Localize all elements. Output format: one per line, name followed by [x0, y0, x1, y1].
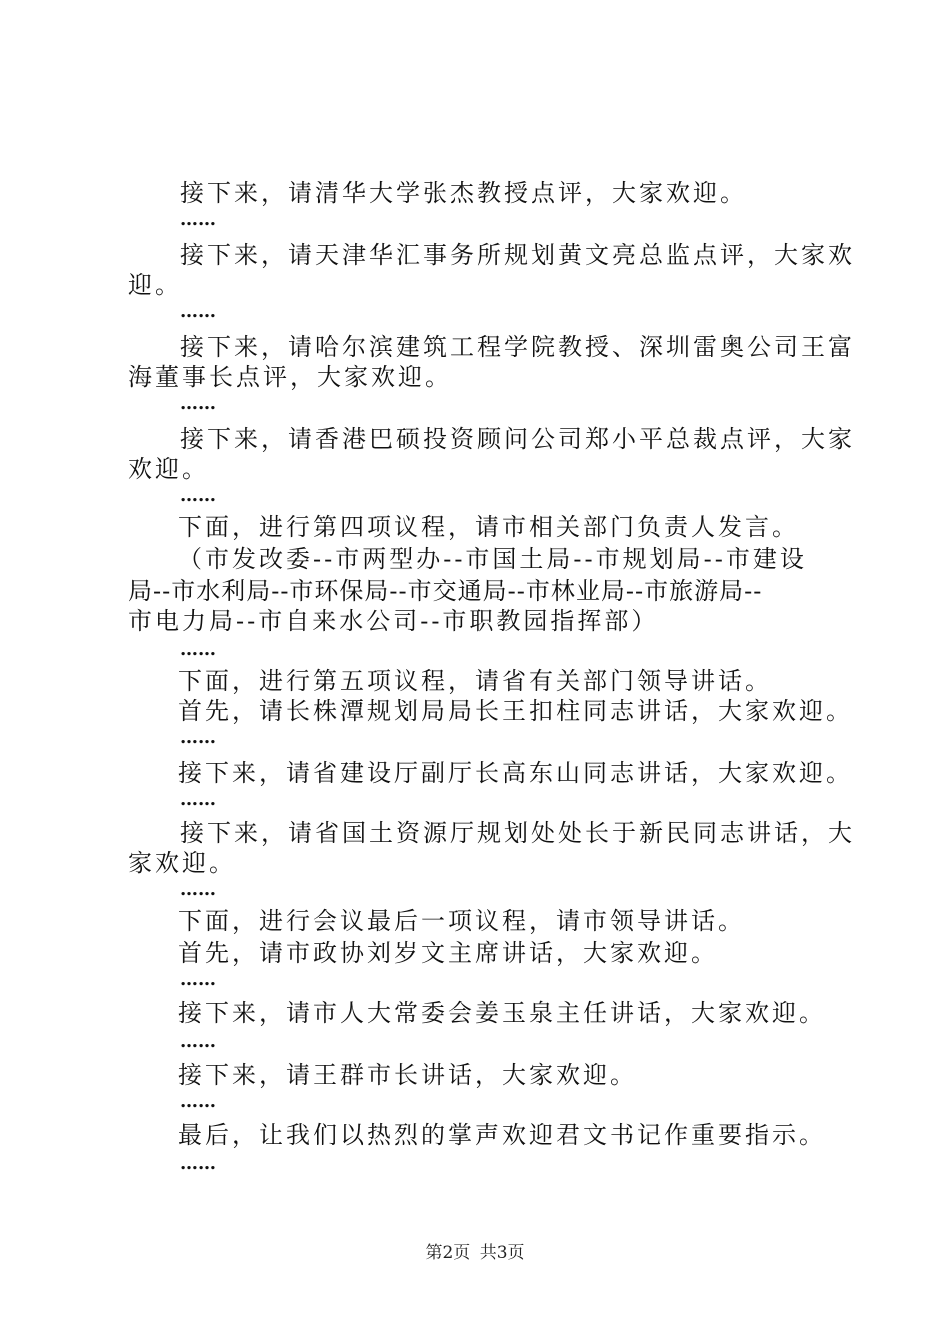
page-total: 共3页	[479, 1243, 525, 1263]
page-number: 第2页	[425, 1243, 471, 1263]
ellipsis: ……	[180, 485, 216, 506]
page-footer	[0, 1242, 950, 1264]
paragraph: 下面，进行会议最后一项议程，请市领导讲话。	[178, 907, 745, 935]
paragraph-continuation: 海董事长点评，大家欢迎。	[128, 363, 452, 391]
ellipsis: ……	[180, 727, 216, 748]
paragraph: 下面，进行第五项议程，请省有关部门领导讲话。	[178, 667, 772, 695]
paragraph: （市发改委--市两型办--市国土局--市规划局--市建设	[178, 545, 807, 573]
paragraph-continuation: 局--市水利局--市环保局--市交通局--市林业局--市旅游局--	[128, 577, 763, 605]
ellipsis: ……	[180, 301, 216, 322]
ellipsis: ……	[180, 1091, 216, 1112]
paragraph: 接下来，请王群市长讲话，大家欢迎。	[178, 1061, 637, 1089]
paragraph-continuation: 市电力局--市自来水公司--市职教园指挥部）	[128, 607, 659, 635]
paragraph-continuation: 欢迎。	[128, 455, 209, 483]
paragraph: 接下来，请市人大常委会姜玉泉主任讲话，大家欢迎。	[178, 999, 826, 1027]
paragraph-continuation: 迎。	[128, 271, 182, 299]
ellipsis: ……	[180, 1031, 216, 1052]
paragraph: 首先，请长株潭规划局局长王扣柱同志讲话，大家欢迎。	[178, 697, 853, 725]
paragraph: 下面，进行第四项议程，请市相关部门负责人发言。	[178, 513, 799, 541]
paragraph: 接下来，请香港巴硕投资顾问公司郑小平总裁点评，大家	[180, 425, 855, 453]
paragraph: 接下来，请天津华汇事务所规划黄文亮总监点评，大家欢	[180, 241, 855, 269]
ellipsis: ……	[180, 879, 216, 900]
paragraph-continuation: 家欢迎。	[128, 849, 236, 877]
ellipsis: ……	[180, 969, 216, 990]
paragraph: 首先，请市政协刘岁文主席讲话，大家欢迎。	[178, 939, 718, 967]
paragraph: 接下来，请清华大学张杰教授点评，大家欢迎。	[180, 179, 747, 207]
paragraph: 最后，让我们以热烈的掌声欢迎君文书记作重要指示。	[178, 1121, 826, 1149]
ellipsis: ……	[180, 789, 216, 810]
paragraph: 接下来，请哈尔滨建筑工程学院教授、深圳雷奥公司王富	[180, 333, 855, 361]
ellipsis: ……	[180, 639, 216, 660]
paragraph: 接下来，请省国土资源厅规划处处长于新民同志讲话，大	[180, 819, 855, 847]
ellipsis: ……	[180, 393, 216, 414]
ellipsis: ……	[180, 209, 216, 230]
paragraph: 接下来，请省建设厅副厅长高东山同志讲话，大家欢迎。	[178, 759, 853, 787]
ellipsis: ……	[180, 1153, 216, 1174]
